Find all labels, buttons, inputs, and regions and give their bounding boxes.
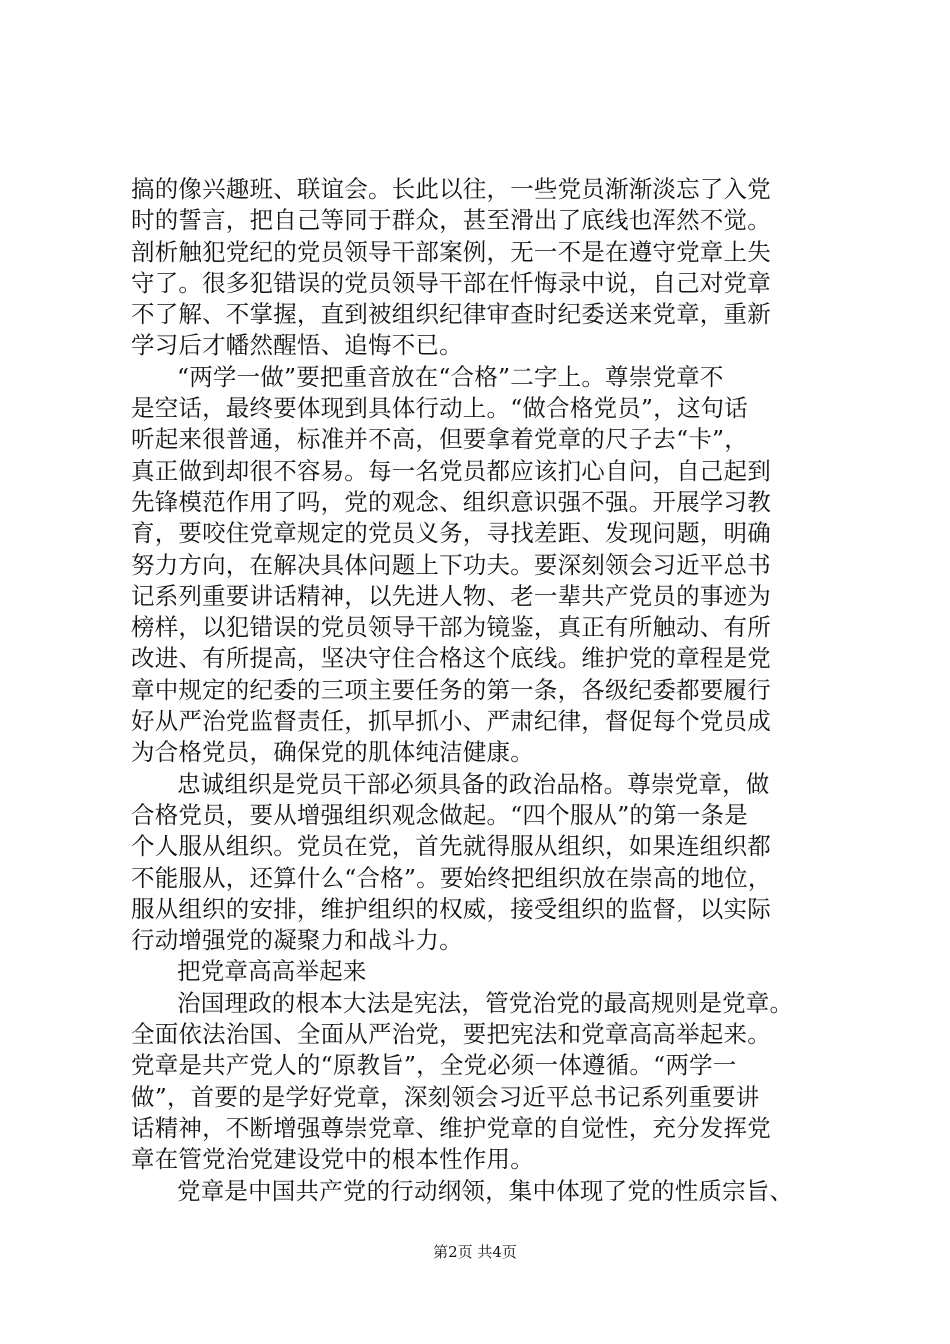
- page-footer: 第2页 共4页: [433, 1243, 517, 1261]
- text-line: 服从组织的安排，维护组织的权威，接受组织的监督，以实际: [131, 894, 771, 923]
- text-line: 党章是中国共产党的行动纲领，集中体现了党的性质宗旨、: [177, 1176, 794, 1205]
- text-line: 记系列重要讲话精神，以先进人物、老一辈共产党员的事迹为: [131, 581, 771, 610]
- text-line: 育，要咬住党章规定的党员义务，寻找差距、发现问题，明确: [131, 519, 771, 548]
- text-line: 党章是共产党人的“原教旨”，全党必须一体遵循。“两学一: [131, 1051, 737, 1080]
- text-line: 学习后才幡然醒悟、追悔不已。: [131, 331, 463, 360]
- text-line: 好从严治党监督责任，抓早抓小、严肃纪律，督促每个党员成: [131, 707, 771, 736]
- text-line: 治国理政的根本大法是宪法，管党治党的最高规则是党章。: [177, 988, 794, 1017]
- text-line: “两学一做”要把重音放在“合格”二字上。尊崇党章不: [177, 362, 724, 391]
- document-body: [131, 174, 855, 1207]
- text-line: 章在管党治党建设党中的根本性作用。: [131, 1145, 534, 1174]
- text-line: 不了解、不掌握，直到被组织纪律审查时纪委送来党章，重新: [131, 300, 771, 329]
- text-line: 全面依法治国、全面从严治党，要把宪法和党章高高举起来。: [131, 1020, 771, 1049]
- text-line: 榜样，以犯错误的党员领导干部为镜鉴，真正有所触动、有所: [131, 613, 771, 642]
- text-line: 个人服从组织。党员在党，首先就得服从组织，如果连组织都: [131, 832, 771, 861]
- text-line: 做”，首要的是学好党章，深刻领会习近平总书记系列重要讲: [131, 1082, 760, 1111]
- text-line: 先锋模范作用了吗，党的观念、组织意识强不强。开展学习教: [131, 487, 771, 516]
- text-line: 搞的像兴趣班、联谊会。长此以往，一些党员渐渐淡忘了入党: [131, 175, 771, 203]
- text-line: 改进、有所提高，坚决守住合格这个底线。维护党的章程是党: [131, 644, 771, 673]
- text-line: 合格党员，要从增强组织观念做起。“四个服从”的第一条是: [131, 800, 748, 829]
- text-line: 时的誓言，把自己等同于群众，甚至滑出了底线也浑然不觉。: [131, 206, 771, 235]
- text-line: 是空话，最终要体现到具体行动上。“做合格党员”，这句话: [131, 394, 748, 423]
- text-line: 剖析触犯党纪的党员领导干部案例，无一不是在遵守党章上失: [131, 237, 771, 266]
- text-line: 听起来很普通，标准并不高，但要拿着党章的尺子去“卡”，: [131, 425, 748, 454]
- text-line: 话精神，不断增强尊崇党章、维护党章的自觉性，充分发挥党: [131, 1113, 771, 1142]
- text-line: 把党章高高举起来: [177, 957, 367, 986]
- text-line: 真正做到却很不容易。每一名党员都应该扪心自问，自己起到: [131, 456, 771, 485]
- text-line: 行动增强党的凝聚力和战斗力。: [131, 926, 463, 955]
- text-line: 为合格党员，确保党的肌体纯洁健康。: [131, 738, 534, 767]
- text-line: 不能服从，还算什么“合格”。要始终把组织放在崇高的地位，: [131, 863, 772, 892]
- text-line: 努力方向，在解决具体问题上下功夫。要深刻领会习近平总书: [131, 550, 771, 579]
- text-line: 守了。很多犯错误的党员领导干部在忏悔录中说，自己对党章: [131, 268, 771, 297]
- text-line: 章中规定的纪委的三项主要任务的第一条，各级纪委都要履行: [131, 675, 771, 704]
- text-line: 忠诚组织是党员干部必须具备的政治品格。尊崇党章，做: [177, 769, 770, 798]
